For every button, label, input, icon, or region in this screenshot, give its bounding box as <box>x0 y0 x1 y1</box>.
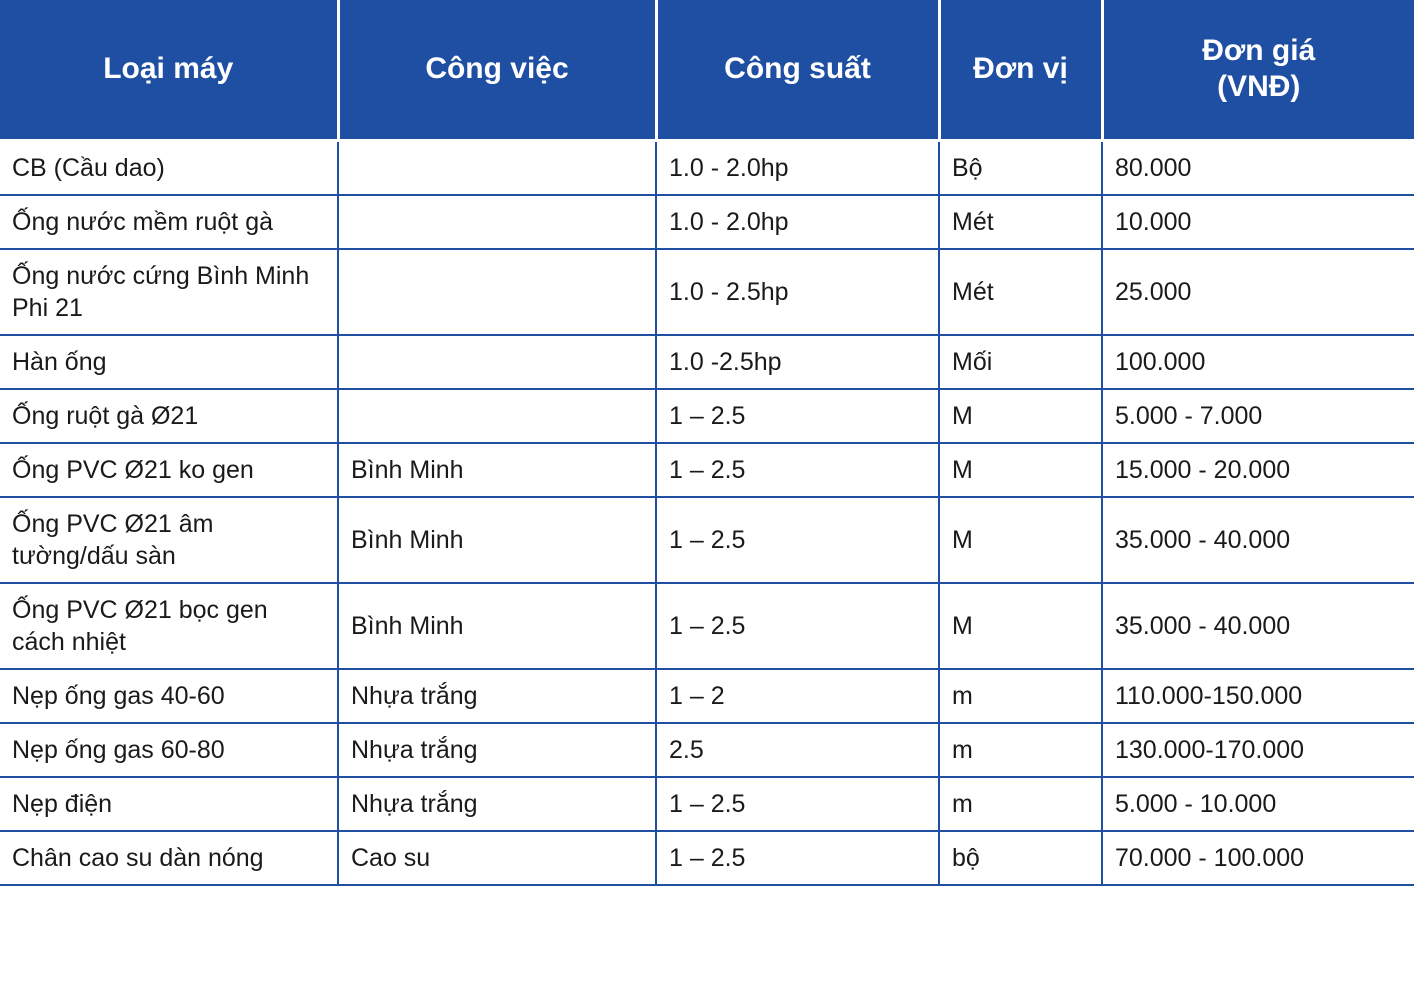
column-header-label: Công suất <box>724 52 871 86</box>
cell-loai-may: Ống nước cứng Bình Minh Phi 21 <box>0 249 338 335</box>
cell-cong-viec: Bình Minh <box>338 443 656 497</box>
cell-cong-suat: 1 – 2.5 <box>656 777 939 831</box>
column-header-cong-suat <box>656 0 939 140</box>
table-row <box>0 140 1414 195</box>
table-row <box>0 723 1414 777</box>
cell-don-gia: 100.000 <box>1102 335 1414 389</box>
table-header <box>0 0 1414 140</box>
column-header-sublabel: (VNĐ) <box>1217 70 1301 104</box>
cell-don-vi: Bộ <box>939 140 1102 195</box>
column-header-label: Đơn giá <box>1202 34 1316 68</box>
cell-don-vi: bộ <box>939 831 1102 885</box>
table-row <box>0 831 1414 885</box>
cell-don-vi: m <box>939 723 1102 777</box>
table-body <box>0 140 1414 885</box>
table-row <box>0 389 1414 443</box>
cell-cong-suat: 1.0 - 2.5hp <box>656 249 939 335</box>
table-row <box>0 777 1414 831</box>
cell-cong-viec: Cao su <box>338 831 656 885</box>
table-row <box>0 443 1414 497</box>
cell-don-vi: M <box>939 443 1102 497</box>
cell-don-gia: 10.000 <box>1102 195 1414 249</box>
cell-cong-suat: 1 – 2 <box>656 669 939 723</box>
cell-loai-may: Nẹp ống gas 40-60 <box>0 669 338 723</box>
cell-cong-viec: Bình Minh <box>338 583 656 669</box>
cell-don-vi: Mối <box>939 335 1102 389</box>
cell-don-vi: Mét <box>939 195 1102 249</box>
cell-cong-suat: 1 – 2.5 <box>656 497 939 583</box>
cell-cong-suat: 1 – 2.5 <box>656 831 939 885</box>
cell-don-vi: M <box>939 583 1102 669</box>
cell-cong-suat: 1.0 - 2.0hp <box>656 140 939 195</box>
column-header-don-vi <box>939 0 1102 140</box>
cell-don-gia: 70.000 - 100.000 <box>1102 831 1414 885</box>
cell-cong-viec <box>338 249 656 335</box>
cell-cong-suat: 1 – 2.5 <box>656 583 939 669</box>
cell-cong-suat: 1 – 2.5 <box>656 389 939 443</box>
cell-loai-may: Ống PVC Ø21 ko gen <box>0 443 338 497</box>
cell-loai-may: CB (Cầu dao) <box>0 140 338 195</box>
table-row <box>0 583 1414 669</box>
cell-don-vi: Mét <box>939 249 1102 335</box>
cell-cong-suat: 2.5 <box>656 723 939 777</box>
cell-cong-viec <box>338 389 656 443</box>
cell-don-vi: m <box>939 777 1102 831</box>
column-header-cong-viec <box>338 0 656 140</box>
cell-cong-viec: Nhựa trắng <box>338 669 656 723</box>
cell-don-gia: 110.000-150.000 <box>1102 669 1414 723</box>
cell-don-gia: 15.000 - 20.000 <box>1102 443 1414 497</box>
cell-don-gia: 80.000 <box>1102 140 1414 195</box>
table-row <box>0 669 1414 723</box>
cell-cong-viec <box>338 140 656 195</box>
table-row <box>0 195 1414 249</box>
table-header-row <box>0 0 1414 140</box>
cell-loai-may: Ống ruột gà Ø21 <box>0 389 338 443</box>
cell-loai-may: Hàn ống <box>0 335 338 389</box>
cell-loai-may: Nẹp ống gas 60-80 <box>0 723 338 777</box>
column-header-label: Loại máy <box>103 52 234 86</box>
cell-cong-viec: Bình Minh <box>338 497 656 583</box>
cell-don-gia: 35.000 - 40.000 <box>1102 583 1414 669</box>
cell-don-gia: 5.000 - 7.000 <box>1102 389 1414 443</box>
column-header-loai-may <box>0 0 338 140</box>
cell-don-gia: 130.000-170.000 <box>1102 723 1414 777</box>
cell-loai-may: Ống PVC Ø21 âm tường/dấu sàn <box>0 497 338 583</box>
cell-loai-may: Ống PVC Ø21 bọc gen cách nhiệt <box>0 583 338 669</box>
cell-cong-suat: 1 – 2.5 <box>656 443 939 497</box>
cell-loai-may: Nẹp điện <box>0 777 338 831</box>
table-row <box>0 497 1414 583</box>
column-header-don-gia <box>1102 0 1414 140</box>
cell-cong-suat: 1.0 - 2.0hp <box>656 195 939 249</box>
cell-don-vi: m <box>939 669 1102 723</box>
cell-don-gia: 35.000 - 40.000 <box>1102 497 1414 583</box>
cell-loai-may: Ống nước mềm ruột gà <box>0 195 338 249</box>
cell-loai-may: Chân cao su dàn nóng <box>0 831 338 885</box>
column-header-label: Đơn vị <box>973 52 1068 86</box>
table-row <box>0 249 1414 335</box>
cell-cong-suat: 1.0 -2.5hp <box>656 335 939 389</box>
cell-don-vi: M <box>939 389 1102 443</box>
cell-cong-viec: Nhựa trắng <box>338 723 656 777</box>
cell-don-gia: 25.000 <box>1102 249 1414 335</box>
cell-cong-viec <box>338 335 656 389</box>
table-row <box>0 335 1414 389</box>
cell-cong-viec: Nhựa trắng <box>338 777 656 831</box>
cell-don-gia: 5.000 - 10.000 <box>1102 777 1414 831</box>
column-header-label: Công việc <box>425 52 569 86</box>
cell-cong-viec <box>338 195 656 249</box>
cell-don-vi: M <box>939 497 1102 583</box>
